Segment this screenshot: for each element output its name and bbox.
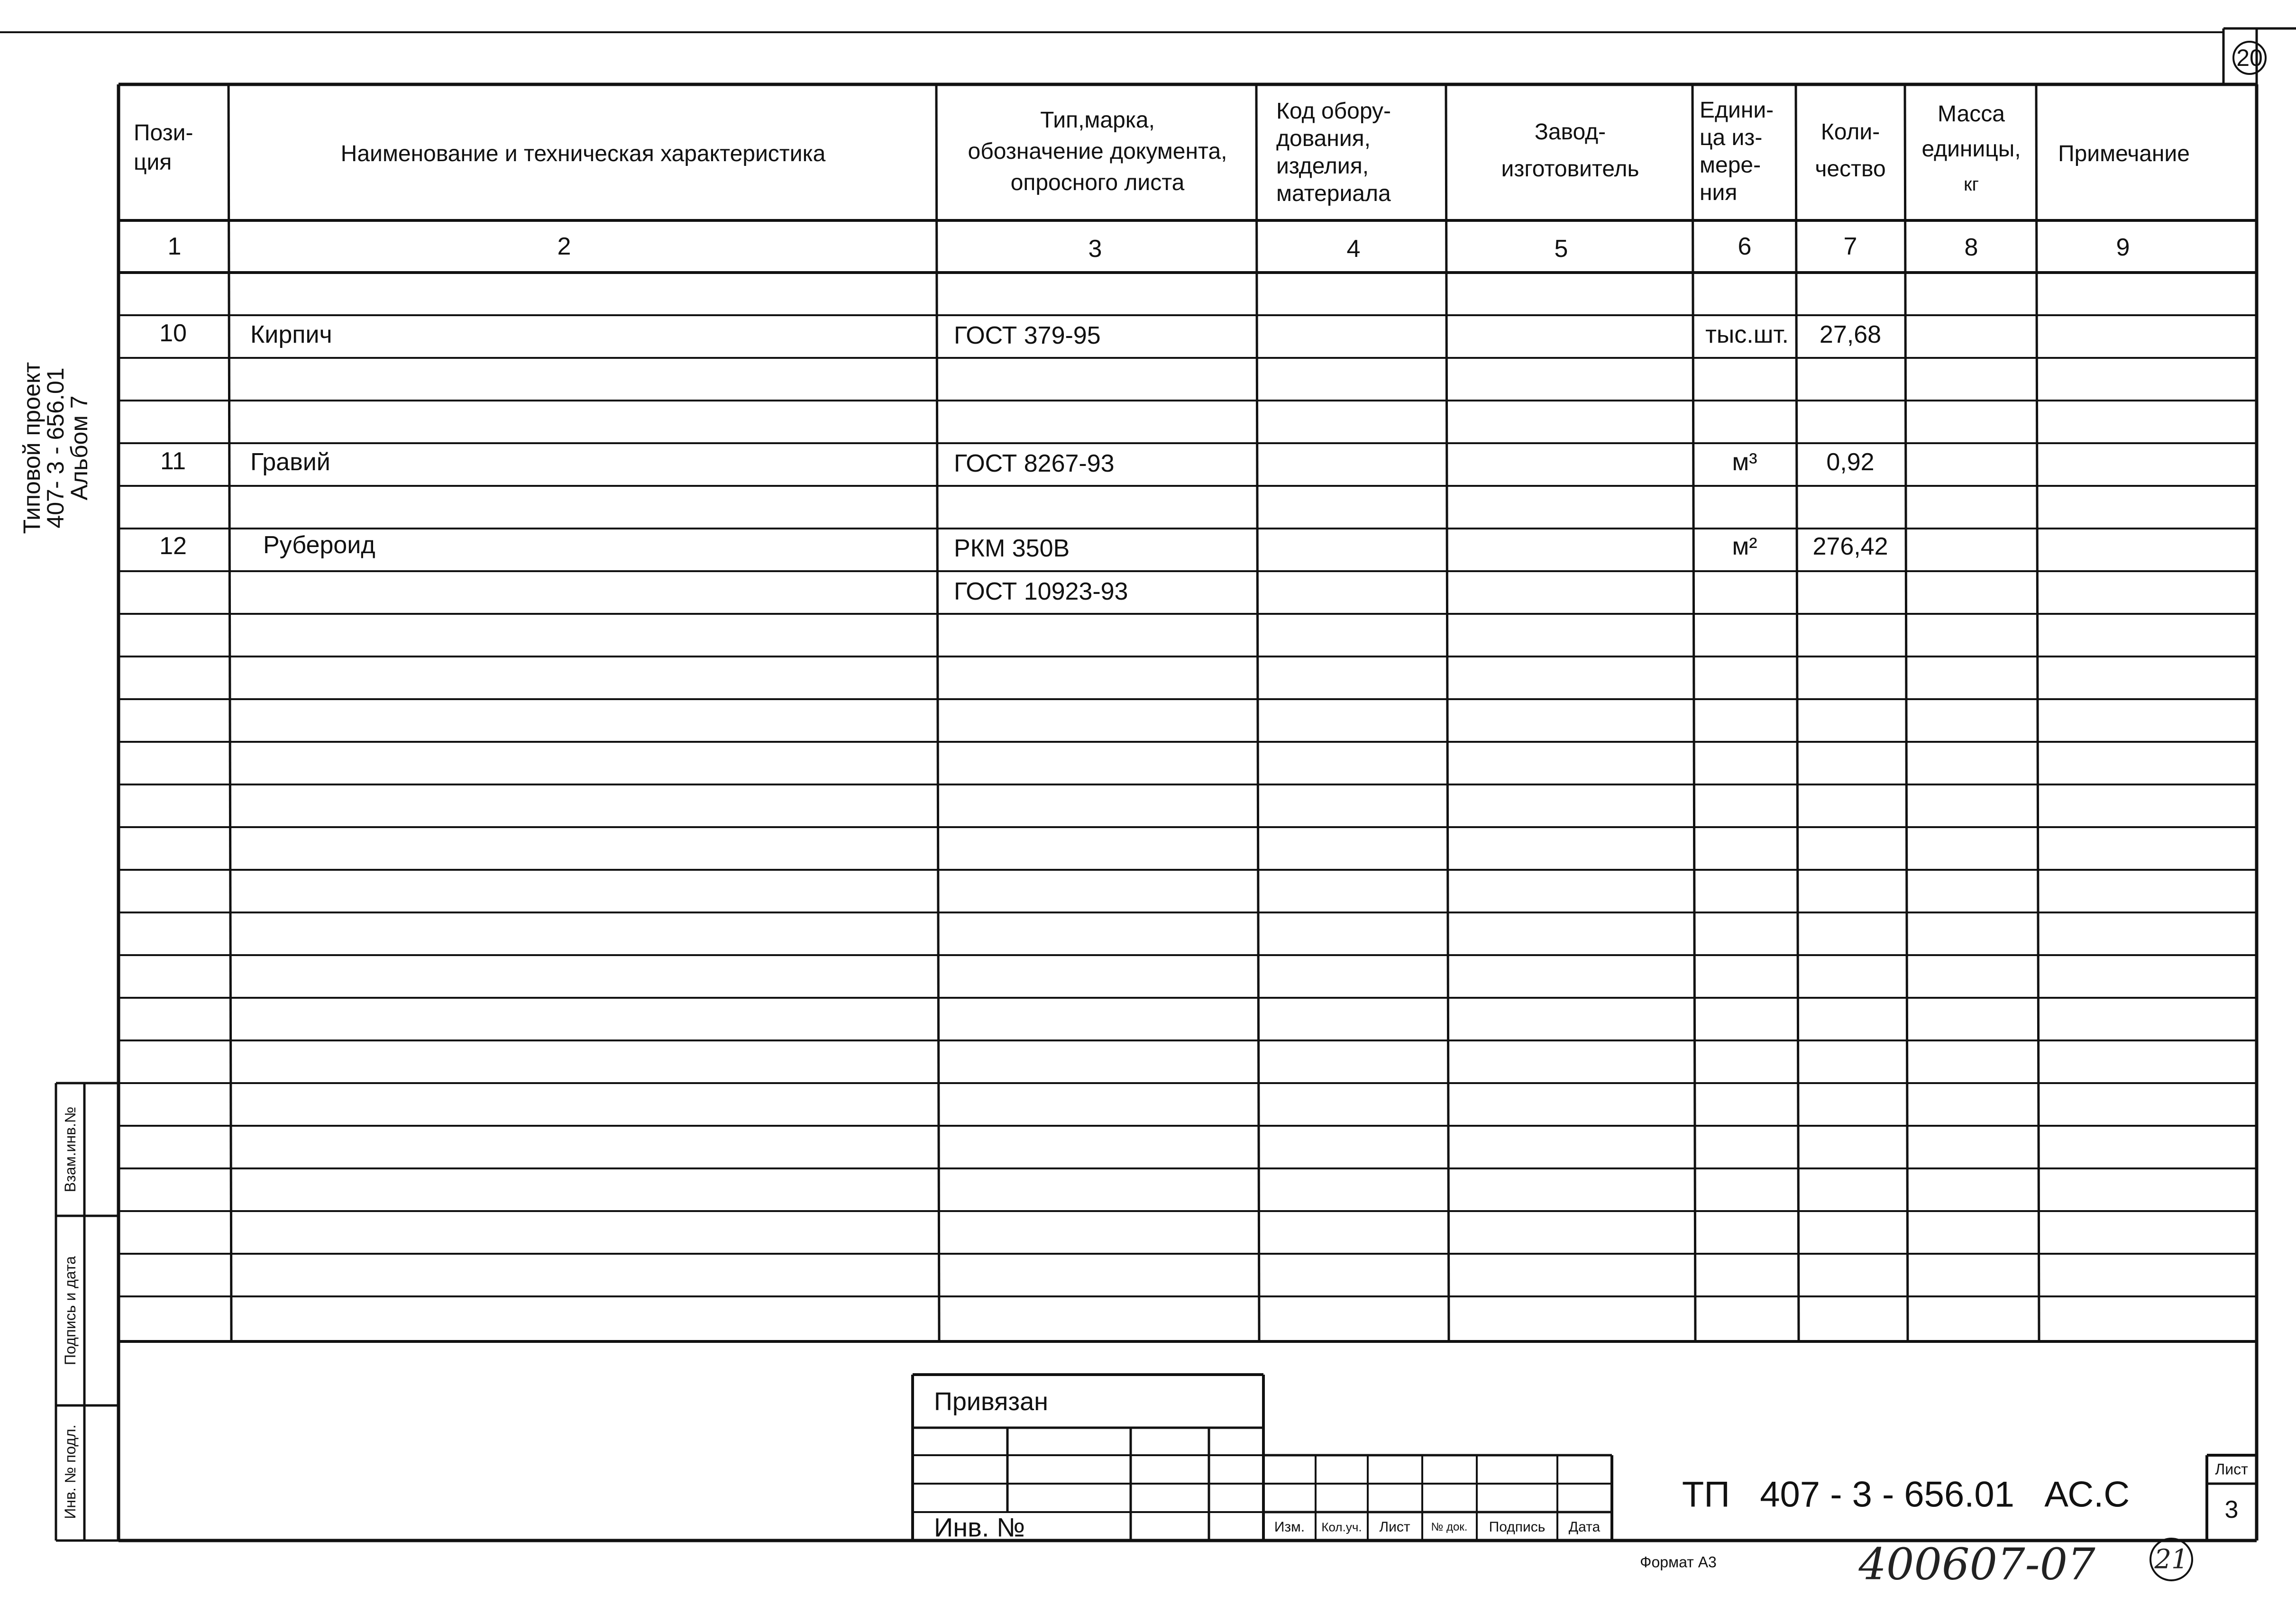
table-row-type: ГОСТ 8267-93 (954, 450, 1115, 477)
document-designation: ТП 407 - 3 - 656.01 АС.С (1682, 1474, 2130, 1515)
side-label-line3: Альбом 7 (66, 395, 92, 501)
rev-col-list: Лист (1379, 1519, 1410, 1535)
col-number-6: 6 (1738, 233, 1752, 260)
col-number-5: 5 (1554, 235, 1568, 263)
header-note: Примечание (2058, 141, 2190, 166)
privyazan-label: Привязан (934, 1387, 1048, 1416)
col-number-1: 1 (167, 233, 182, 260)
header-qty: Коли- чество (1815, 119, 1886, 182)
table-row-name: Гравий (250, 448, 330, 476)
col-number-2: 2 (557, 233, 571, 260)
table-row-qty: 0,92 (1826, 448, 1875, 476)
stamp-number-bottom: 21 (2154, 1544, 2188, 1575)
sheet-number: 3 (2224, 1496, 2239, 1523)
col-number-7: 7 (1843, 233, 1857, 260)
col-number-9: 9 (2116, 234, 2130, 261)
table-row-unit: м³ (1732, 448, 1757, 476)
header-type: Тип,марка, обозначение документа, опросного листа (968, 108, 1227, 195)
margin-vzam-label: Взам.инв.№ (62, 1106, 79, 1193)
sheet-label: Лист (2215, 1460, 2248, 1478)
header-code: Код обору- дования, изделия, материала (1276, 99, 1391, 206)
header-maker: Завод- изготовитель (1501, 119, 1639, 182)
rev-col-podpis: Подпись (1489, 1519, 1546, 1535)
rev-col-doc: № док. (1431, 1521, 1468, 1533)
format-label: Формат А3 (1640, 1553, 1717, 1571)
rev-col-kol: Кол.уч. (1321, 1520, 1362, 1534)
header-pos: Пози- ция (134, 120, 193, 175)
header-name: Наименование и техническая характеристика (340, 141, 826, 166)
table-row-qty: 27,68 (1819, 321, 1882, 348)
handwritten-number: 400607-07 (1858, 1539, 2095, 1590)
header-mass: Масса единицы, кг (1921, 101, 2021, 195)
table-row-unit: тыс.шт. (1705, 321, 1789, 348)
table-row-pos: 11 (160, 447, 186, 475)
table-row-type: ГОСТ 10923-93 (954, 578, 1128, 605)
header-unit: Едини- ца из- мере- ния (1700, 98, 1774, 205)
table-row-type: ГОСТ 379-95 (954, 322, 1101, 349)
table-row-pos: 10 (159, 319, 187, 347)
side-label (20, 346, 91, 550)
col-number-8: 8 (1964, 234, 1978, 261)
table-row-unit: м² (1732, 533, 1757, 560)
rev-col-izm: Изм. (1274, 1519, 1305, 1535)
table-row-qty: 276,42 (1812, 533, 1888, 560)
table-row-name: Рубероид (263, 531, 375, 559)
margin-podpis-label: Подпись и дата (62, 1256, 79, 1366)
margin-inv-label: Инв. № подл. (62, 1424, 79, 1519)
side-label-line2: 407- 3 - 656.01 (42, 367, 69, 529)
col-number-4: 4 (1346, 235, 1361, 263)
col-number-3: 3 (1088, 235, 1102, 263)
table-row-pos: 12 (159, 532, 187, 560)
table-row-name: Кирпич (250, 321, 332, 348)
stamp-number-top: 20 (2236, 45, 2263, 71)
rev-col-data: Дата (1568, 1519, 1601, 1535)
side-label-line1: Типовой проект (18, 362, 45, 534)
inv-no-label: Инв. № (934, 1512, 1025, 1542)
table-row-type: РКМ 350В (954, 535, 1070, 562)
